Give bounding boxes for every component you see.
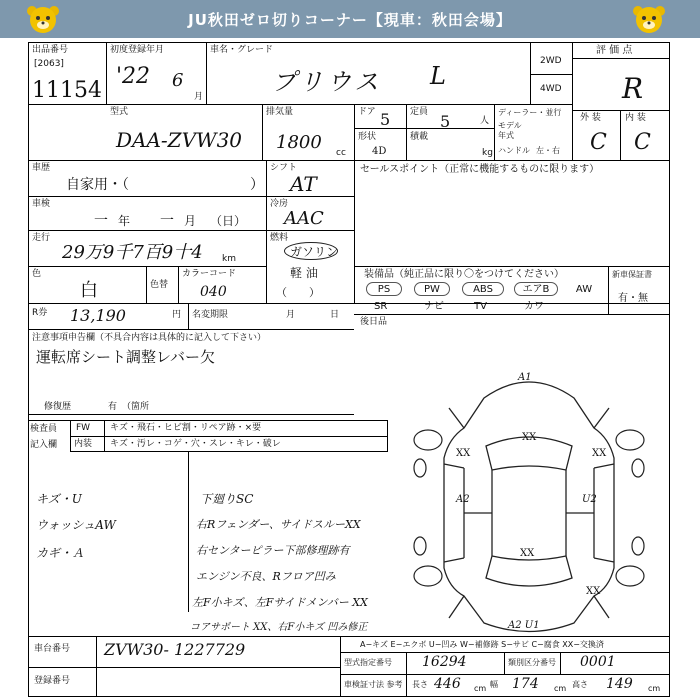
hw-right-4: エンジン不良、Rフロア凹み bbox=[196, 570, 336, 583]
name-change-month: 月 bbox=[286, 310, 296, 320]
capacity-value: 5 bbox=[440, 112, 451, 131]
r-ticket-unit: 円 bbox=[172, 310, 182, 320]
displacement-label: 排気量 bbox=[266, 107, 294, 117]
diagram-mark-rear: XX bbox=[520, 548, 535, 559]
hw-right-2: 右Rフェンダー、サイドスルーXX bbox=[196, 518, 361, 531]
equipment-leather: カワ bbox=[524, 301, 544, 312]
color-value: 白 bbox=[80, 280, 98, 301]
equipment-navi: ナビ bbox=[424, 301, 444, 312]
grade-label: 評 価 点 bbox=[596, 45, 633, 56]
plate-label: 登録番号 bbox=[34, 676, 71, 686]
inspection-year: 一 bbox=[94, 213, 108, 229]
mileage-label: 走行 bbox=[32, 233, 51, 243]
selling-points-label: セールスポイント（正常に機能するものに限ります） bbox=[360, 164, 600, 175]
diagram-mark-hood: XX bbox=[522, 432, 537, 443]
repair-place: （箇所 bbox=[122, 402, 150, 412]
history-label: 車歴 bbox=[32, 163, 51, 173]
length-label: 長さ bbox=[412, 680, 428, 689]
warranty-label: 新車保証書 bbox=[612, 270, 652, 279]
interior-label: 内装 bbox=[74, 439, 93, 449]
inspection-label: 車検 bbox=[32, 199, 51, 209]
load-unit: kg bbox=[482, 148, 493, 158]
r-ticket-label: R券 bbox=[32, 308, 48, 318]
notes-text: 運転席シート調整レバー欠 bbox=[36, 348, 215, 366]
equipment-sr: SR bbox=[374, 301, 388, 312]
r-ticket-value: 13,190 bbox=[70, 306, 126, 325]
length-unit: cm bbox=[474, 684, 487, 693]
doors-label: ドア bbox=[358, 107, 376, 117]
car-damage-diagram bbox=[404, 368, 654, 636]
hw-left-2: ウォッシュAW bbox=[36, 518, 116, 532]
mileage-value: 29万9千7百9十4 bbox=[62, 242, 203, 263]
type-spec-value: 16294 bbox=[422, 654, 467, 670]
interior-text: キズ・汚レ・コゲ・穴・スレ・キレ・破レ bbox=[110, 439, 281, 449]
shape-value: 4D bbox=[372, 146, 387, 157]
displacement-value: 1800 bbox=[276, 132, 322, 153]
capacity-label: 定員 bbox=[410, 107, 429, 117]
car-grade: L bbox=[430, 62, 446, 90]
fuel-blank: （ ） bbox=[276, 286, 320, 299]
diagram-mark-rf-fender: XX bbox=[592, 448, 607, 459]
hw-right-3: 右センターピラー下部修理跡有 bbox=[196, 544, 350, 557]
fuel-label: 燃料 bbox=[270, 233, 289, 243]
rear-label: 後日品 bbox=[360, 317, 388, 327]
class-label: 類別区分番号 bbox=[508, 658, 556, 667]
handle-label: ハンドル bbox=[498, 146, 530, 155]
year-label: 年式 bbox=[498, 131, 514, 140]
diagram-mark-bumper: A2 U1 bbox=[508, 620, 540, 631]
car-name: プリウス bbox=[272, 68, 383, 96]
grade-int-label: 内 装 bbox=[625, 113, 646, 123]
height-label: 高さ bbox=[572, 680, 588, 689]
grade-ext-value: C bbox=[590, 130, 607, 155]
inspector-label: 検査員 bbox=[30, 424, 58, 434]
model-value: DAA-ZVW30 bbox=[116, 128, 243, 152]
inspection-month: 一 bbox=[160, 213, 174, 229]
width-label: 幅 bbox=[490, 680, 498, 689]
equipment-aw: AW bbox=[566, 282, 602, 296]
hw-left-1: キズ・U bbox=[36, 492, 82, 506]
handle-value: 左・右 bbox=[536, 146, 560, 155]
repair-value: 有 bbox=[108, 402, 118, 412]
grade-ext-label: 外 装 bbox=[580, 113, 601, 123]
color-label: 色 bbox=[32, 269, 42, 279]
ac-label: 冷房 bbox=[270, 199, 289, 209]
hw-left-3: カギ・Ａ bbox=[36, 546, 85, 560]
load-label: 積載 bbox=[410, 132, 429, 142]
damage-legend: A−キズ E−エクボ U−凹み W−補修跡 S−サビ C−腐食 XX−交換済 bbox=[360, 640, 604, 649]
width-unit: cm bbox=[554, 684, 567, 693]
diagram-mark-right-door: U2 bbox=[582, 494, 597, 505]
fw-text: キズ・飛石・ヒビ割・リペア跡・×要 bbox=[110, 423, 262, 433]
mileage-unit: km bbox=[222, 254, 236, 264]
drive-2wd: 2WD bbox=[540, 56, 562, 66]
history-value: 自家用・（ bbox=[66, 177, 129, 193]
inspection-year-unit: 年 bbox=[118, 214, 131, 228]
inspection-month-unit: 月 bbox=[184, 214, 197, 228]
name-label: 車名・グレード bbox=[210, 45, 274, 55]
hw-right-5: 左F小キズ、左Fサイドメンバー XX bbox=[192, 596, 368, 609]
fuel-petrol: ガソリン bbox=[290, 245, 339, 259]
grade-score: R bbox=[622, 72, 644, 105]
inspection-day: （日） bbox=[210, 214, 247, 228]
name-change-label: 名変期限 bbox=[192, 310, 229, 320]
length-value: 446 bbox=[434, 676, 461, 692]
equipment-label: 装備品（純正品に限り〇をつけてください） bbox=[364, 269, 564, 280]
model-year-label: モデル bbox=[498, 121, 522, 130]
lot-number: 11154 bbox=[32, 78, 102, 103]
chassis-value: ZVW30- 1227729 bbox=[104, 640, 246, 659]
shift-value: AT bbox=[290, 172, 317, 196]
width-value: 174 bbox=[512, 676, 539, 692]
hw-right-1: 下廻りSC bbox=[200, 492, 254, 506]
color-code-label: カラーコード bbox=[182, 269, 237, 279]
color-code: 040 bbox=[200, 284, 227, 300]
diagram-mark-lf-fender: XX bbox=[456, 448, 471, 459]
equipment-abs: ABS bbox=[462, 282, 504, 296]
model-label: 型式 bbox=[110, 107, 129, 117]
height-value: 149 bbox=[606, 676, 633, 692]
repair-label: 修復歴 bbox=[44, 402, 72, 412]
lot-label: 出品番号 bbox=[32, 45, 69, 55]
diagram-mark-front: A1 bbox=[518, 372, 532, 383]
registration-month-unit: 月 bbox=[194, 92, 204, 102]
entry-label: 記入欄 bbox=[30, 440, 58, 450]
warranty-value: 有・無 bbox=[618, 293, 648, 304]
hw-right-6: コアサポート XX、右F小キズ 凹み修正 bbox=[190, 622, 368, 633]
dealer-label: ディーラー・並行 bbox=[498, 108, 562, 117]
registration-year: '22 bbox=[116, 64, 151, 89]
fw-label: FW bbox=[76, 423, 91, 433]
registration-month: 6 bbox=[172, 70, 184, 91]
name-change-day: 日 bbox=[330, 310, 340, 320]
grade-int-value: C bbox=[634, 130, 651, 155]
lot-sub: [2063] bbox=[34, 59, 64, 69]
history-close: ） bbox=[250, 177, 264, 193]
capacity-unit: 人 bbox=[480, 116, 490, 126]
type-spec-label: 型式指定番号 bbox=[344, 658, 392, 667]
chassis-label: 車台番号 bbox=[34, 644, 71, 654]
equipment-airbag: エアB bbox=[514, 282, 558, 296]
class-value: 0001 bbox=[580, 654, 616, 670]
color-tone-label: 色替 bbox=[150, 280, 169, 290]
displacement-unit: cc bbox=[336, 148, 346, 158]
page-title: JU秋田ゼロ切りコーナー【現車：秋田会場】 bbox=[188, 10, 512, 29]
dims-label: 車検証寸法 参考 bbox=[344, 680, 403, 689]
drive-4wd: 4WD bbox=[540, 84, 562, 94]
height-unit: cm bbox=[648, 684, 661, 693]
equipment-ps: PS bbox=[366, 282, 402, 296]
diagram-mark-rr-fender: XX bbox=[586, 586, 601, 597]
bear-mascot-icon bbox=[26, 3, 60, 35]
header-bar bbox=[0, 0, 700, 38]
equipment-pw: PW bbox=[414, 282, 450, 296]
equipment-tv: TV bbox=[474, 301, 487, 312]
registration-label: 初度登録年月 bbox=[110, 45, 165, 55]
doors-value: 5 bbox=[380, 110, 391, 129]
notes-label: 注意事項申告欄（不具合内容は具体的に記入して下さい） bbox=[32, 333, 267, 343]
bear-mascot-icon bbox=[632, 3, 666, 35]
shift-label: シフト bbox=[270, 163, 298, 173]
fuel-diesel: 軽 油 bbox=[290, 266, 318, 280]
shape-label: 形状 bbox=[358, 132, 377, 142]
ac-value: AAC bbox=[284, 208, 324, 229]
diagram-mark-left-door: A2 bbox=[456, 494, 470, 505]
